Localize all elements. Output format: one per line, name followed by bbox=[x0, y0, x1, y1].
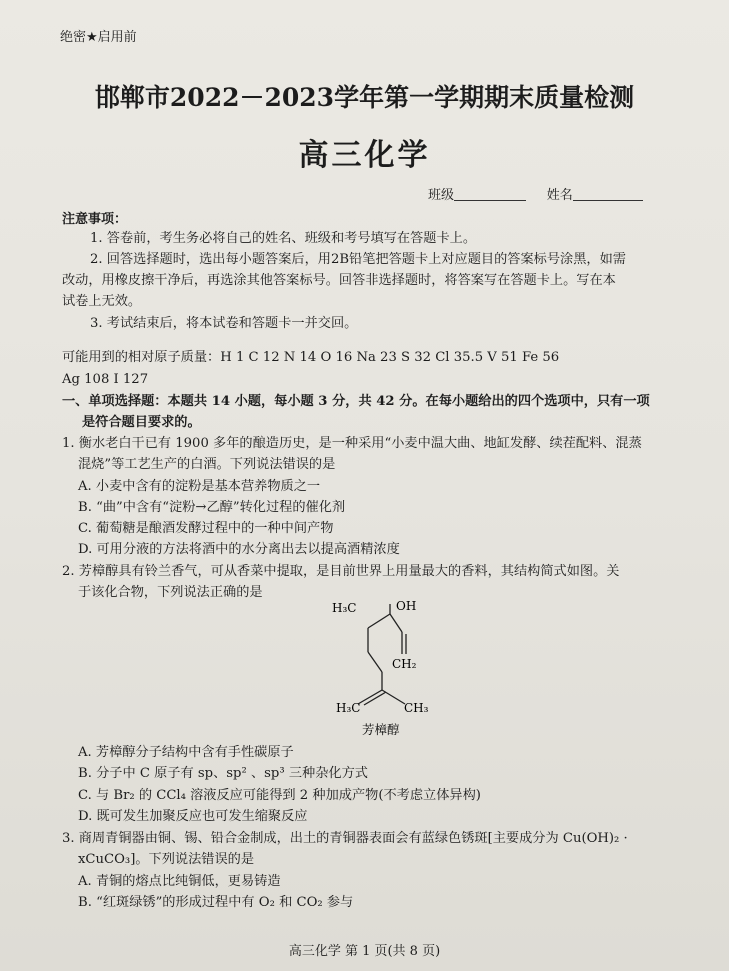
atomic-masses-line1: 可能用到的相对原子质量：H 1 C 12 N 14 O 16 Na 23 S 32 Cl 35.5 V 51 Fe 56 bbox=[62, 350, 560, 365]
label-ch3-right: CH₃ bbox=[404, 701, 429, 715]
q1-option-a: A. 小麦中含有的淀粉是基本营养物质之一 bbox=[78, 479, 321, 494]
label-h3c-left: H₃C bbox=[336, 701, 361, 715]
bond-quatC-vinyl bbox=[390, 614, 402, 632]
class-blank bbox=[454, 188, 526, 201]
note-item-2-line1: 2. 回答选择题时，选出每小题答案后，用2B铅笔把答题卡上对应题目的答案标号涂黑，如需 bbox=[90, 252, 626, 267]
q2-option-d: D. 既可发生加聚反应也可发生缩聚反应 bbox=[78, 809, 308, 824]
page-footer: 高三化学 第 1 页(共 8 页) bbox=[288, 944, 441, 959]
name-blank bbox=[573, 188, 643, 201]
label-ch2: CH₂ bbox=[392, 657, 417, 671]
bond-alkene-right bbox=[382, 690, 405, 704]
label-h3c-top: H₃C bbox=[332, 601, 357, 615]
note-item-1: 1. 答卷前，考生务必将自己的姓名、班级和考号填写在答题卡上。 bbox=[90, 231, 477, 246]
q2-option-a: A. 芳樟醇分子结构中含有手性碳原子 bbox=[78, 745, 294, 760]
linalool-structure-diagram bbox=[310, 592, 460, 742]
q1-option-c: C. 葡萄糖是酿酒发酵过程中的一种中间产物 bbox=[78, 521, 334, 536]
subject-title: 高三化学 bbox=[298, 138, 431, 173]
q3-option-a: A. 青铜的熔点比纯铜低，更易铸造 bbox=[78, 874, 281, 889]
atomic-masses-line2: Ag 108 I 127 bbox=[62, 372, 149, 387]
q1-option-d: D. 可用分液的方法将酒中的水分离出去以提高酒精浓度 bbox=[78, 542, 400, 557]
q1-stem-line1: 1. 衡水老白干已有 1900 多年的酿造历史，是一种采用“小麦中温大曲、地缸发酵、续茬配料、混蒸 bbox=[62, 436, 642, 451]
bond-down-right bbox=[368, 652, 382, 672]
section1-title-line2: 是符合题目要求的。 bbox=[82, 415, 201, 430]
section1-title-line1: 一、单项选择题：本题共 14 小题，每小题 3 分，共 42 分。在每小题给出的四个选项中，只有一项 bbox=[62, 394, 650, 409]
q3-option-b: B. “红斑绿锈”的形成过程中有 O₂ 和 CO₂ 参与 bbox=[78, 895, 354, 910]
exam-title: 邯郸市2022－2023学年第一学期期末质量检测 bbox=[94, 83, 635, 112]
note-item-2-line3: 试卷上无效。 bbox=[62, 294, 142, 309]
q1-option-b: B. “曲”中含有“淀粉→乙醇”转化过程的催化剂 bbox=[78, 500, 346, 515]
q1-stem-line2: 混烧”等工艺生产的白酒。下列说法错误的是 bbox=[78, 457, 336, 472]
class-name-row bbox=[428, 184, 643, 203]
notes-title: 注意事项： bbox=[62, 212, 128, 227]
q2-stem-line2: 于该化合物，下列说法正确的是 bbox=[78, 585, 263, 600]
structure-bonds bbox=[358, 604, 406, 705]
note-item-3: 3. 考试结束后，将本试卷和答题卡一并交回。 bbox=[90, 316, 358, 331]
q3-stem-line1: 3. 商周青铜器由铜、锡、铅合金制成，出土的青铜器表面会有蓝绿色锈斑[主要成分为 Cu(OH)₂ · bbox=[62, 831, 628, 846]
label-oh: OH bbox=[396, 599, 417, 613]
note-item-2-line2: 改动，用橡皮擦干净后，再选涂其他答案标号。回答非选择题时，将答案写在答题卡上。写在本 bbox=[62, 273, 616, 288]
class-label: 班级 bbox=[428, 188, 455, 203]
q2-stem-line1: 2. 芳樟醇具有铃兰香气，可从香菜中提取，是目前世界上用量最大的香料，其结构简式如图。关 bbox=[62, 564, 620, 579]
bond-quatC-ring-left bbox=[368, 614, 390, 628]
name-label: 姓名 bbox=[546, 188, 573, 203]
q2-option-c: C. 与 Br₂ 的 CCl₄ 溶液反应可能得到 2 种加成产物(不考虑立体异构) bbox=[78, 788, 481, 803]
structure-caption: 芳樟醇 bbox=[362, 722, 400, 737]
q3-stem-line2: xCuCO₃]。下列说法错误的是 bbox=[78, 852, 255, 867]
confidential-label: 绝密★启用前 bbox=[60, 30, 137, 45]
q2-option-b: B. 分子中 C 原子有 sp、sp² 、sp³ 三种杂化方式 bbox=[78, 766, 368, 781]
